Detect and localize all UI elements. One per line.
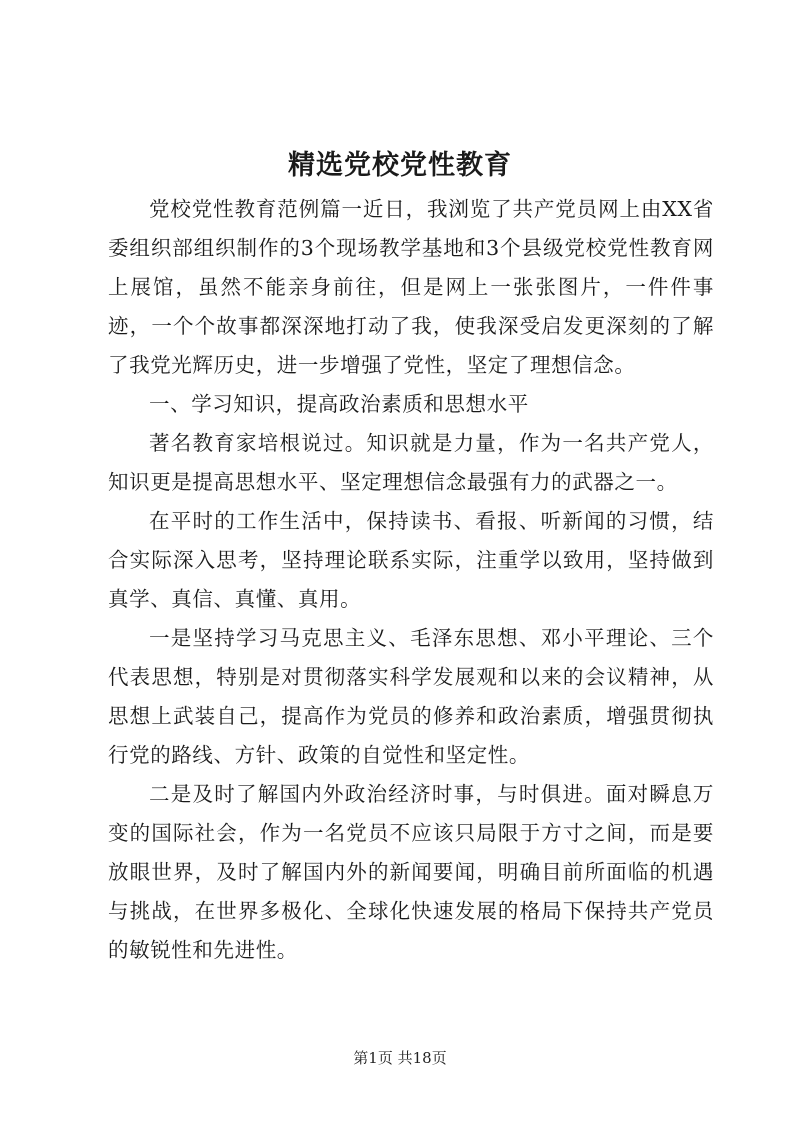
section-heading-study: 一、学习知识，提高政治素质和思想水平 [149, 392, 529, 416]
document-body [108, 190, 714, 970]
paragraph-point-two: 二是及时了解国内外政治经济时事，与时俱进。面对瞬息万变的国际社会，作为一名党员不应该只局限于方寸之间，而是要放眼世界，及时了解国内外的新闻要闻，明确目前所面临的机遇与挑战，在世界多极化、全球化快速发展的格局下保持共产党员的敏锐性和先进性。 [108, 782, 714, 962]
paragraph-intro: 党校党性教育范例篇一近日，我浏览了共产党员网上由XX省委组织部组织制作的3个现场教学基地和3个县级党校党性教育网上展馆，虽然不能亲身前往，但是网上一张张图片，一件件事迹，一个个故事都深深地打动了我，使我深受启发更深刻的了解了我党光辉历史，进一步增强了党性，坚定了理想信念。 [108, 197, 714, 377]
paragraph-knowledge: 著名教育家培根说过。知识就是力量，作为一名共产党人，知识更是提高思想水平、坚定理想信念最强有力的武器之一。 [108, 431, 714, 494]
page-number-footer: 第1页 共18页 [353, 1049, 447, 1067]
paragraph-point-one: 一是坚持学习马克思主义、毛泽东思想、邓小平理论、三个代表思想，特别是对贯彻落实科学发展观和以来的会议精神，从思想上武装自己，提高作为党员的修养和政治素质，增强贯彻执行党的路线、方针、政策的自觉性和坚定性。 [108, 626, 714, 767]
document-title: 精选党校党性教育 [288, 150, 512, 181]
paragraph-daily-habits: 在平时的工作生活中，保持读书、看报、听新闻的习惯，结合实际深入思考，坚持理论联系实际，注重学以致用，坚持做到真学、真信、真懂、真用。 [108, 509, 714, 611]
